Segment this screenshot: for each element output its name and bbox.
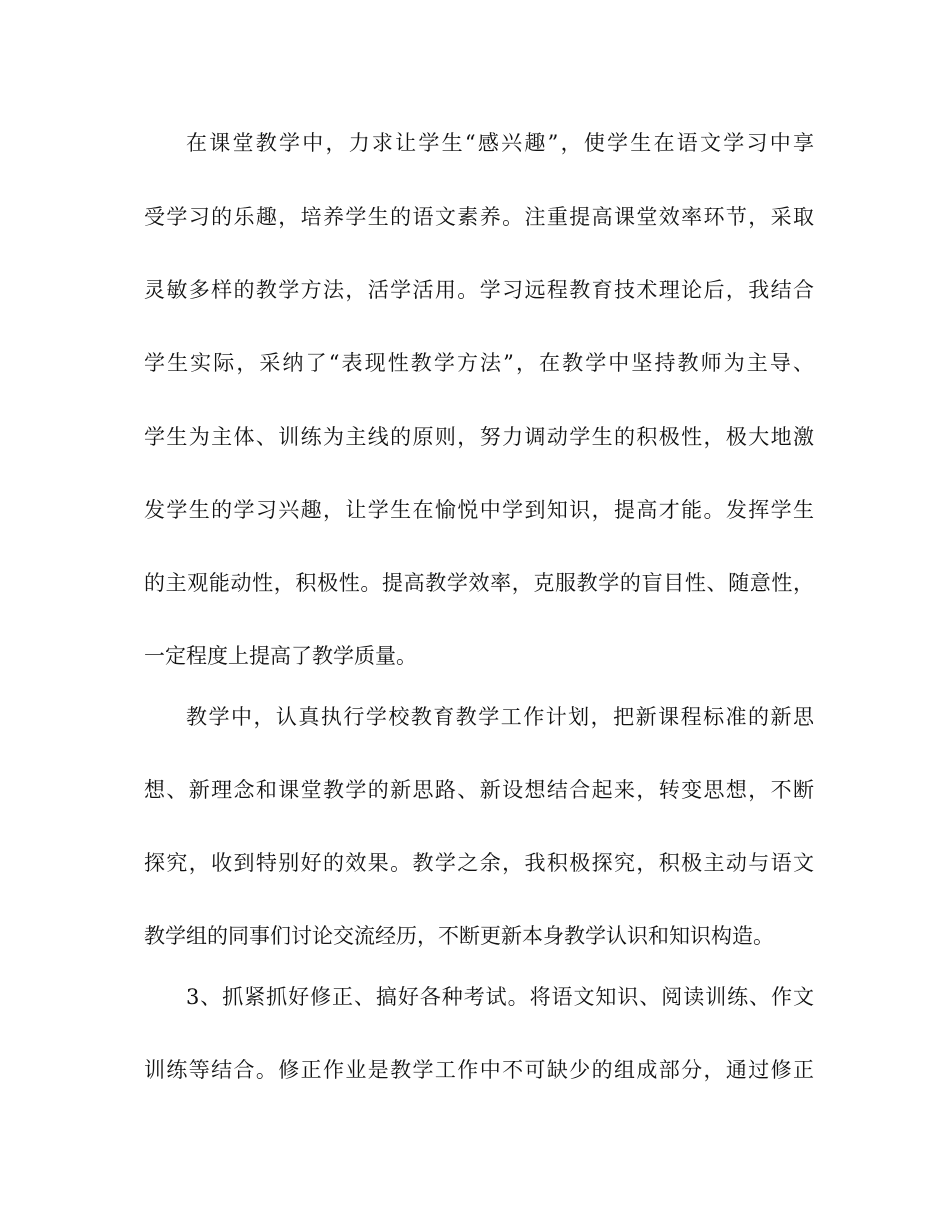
- paragraph-3-line-1: 3、抓紧抓好修正、搞好各种考试。将语文知识、阅读训练、作文: [186, 985, 814, 1009]
- paragraph-1-line-2: 受学习的乐趣，培养学生的语文素养。注重提高课堂效率环节，采取: [144, 205, 814, 229]
- paragraph-3-line-2: 训练等结合。修正作业是教学工作中不可缺少的组成部分，通过修正: [144, 1058, 814, 1082]
- paragraph-1-line-3: 灵敏多样的教学方法，活学活用。学习远程教育技术理论后，我结合: [144, 278, 814, 302]
- paragraph-1-line-4: 学生实际，采纳了“表现性教学方法”，在教学中坚持教师为主导、: [144, 351, 814, 375]
- paragraph-1-line-7: 的主观能动性，积极性。提高教学效率，克服教学的盲目性、随意性，: [144, 571, 814, 595]
- paragraph-1-line-8: 一定程度上提高了教学质量。: [144, 644, 417, 668]
- paragraph-2-line-2: 想、新理念和课堂教学的新思路、新设想结合起来，转变思想，不断: [144, 778, 814, 802]
- paragraph-1-line-1: 在课堂教学中，力求让学生“感兴趣”，使学生在语文学习中享: [186, 131, 814, 155]
- paragraph-1-line-5: 学生为主体、训练为主线的原则，努力调动学生的积极性，极大地激: [144, 425, 814, 449]
- paragraph-2-line-3: 探究，收到特别好的效果。教学之余，我积极探究，积极主动与语文: [144, 851, 814, 875]
- paragraph-2-line-4: 教学组的同事们讨论交流经历，不断更新本身教学认识和知识构造。: [144, 924, 774, 948]
- paragraph-1-line-6: 发学生的学习兴趣，让学生在愉悦中学到知识，提高才能。发挥学生: [144, 498, 814, 522]
- paragraph-2-line-1: 教学中，认真执行学校教育教学工作计划，把新课程标准的新思: [186, 705, 814, 729]
